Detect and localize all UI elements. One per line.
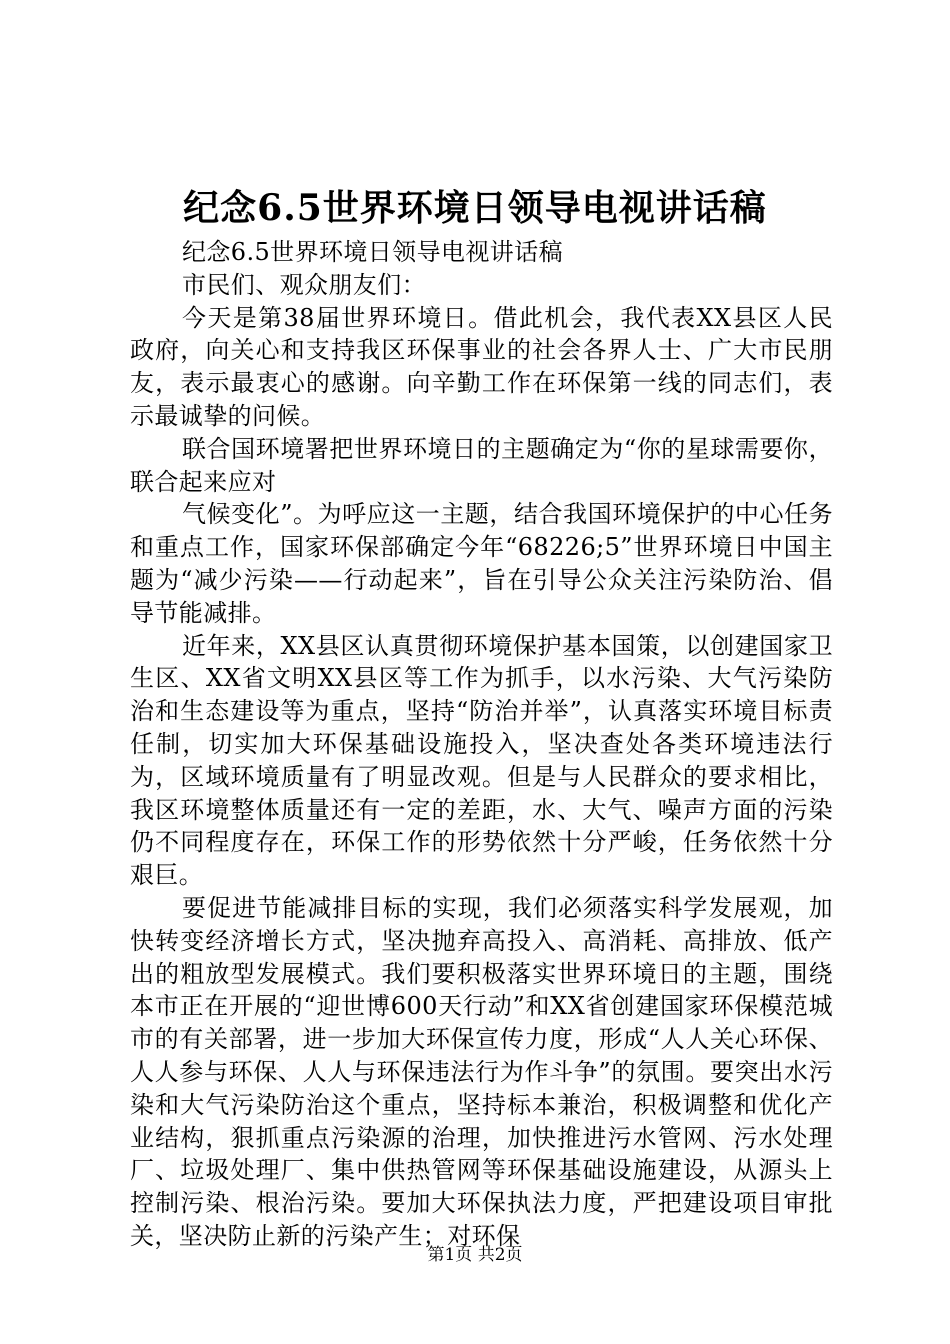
paragraph-recent-years: 近年来，XX县区认真贯彻环境保护基本国策，以创建国家卫生区、XX省文明XX县区等工作为抓手，以水污染、大气污染防治和生态建设等为重点，坚持“防治并举”，认真落实环境目标责任制，切实加大环保基础设施投入，坚决查处各类环境违法行为，区域环境质量有了明显改观。但是与人民群众的要求相比，我区环境整体质量还有一定的差距，水、大气、噪声方面的污染仍不同程度存在，环保工作的形势依然十分严峻，任务依然十分艰巨。 [130, 631, 833, 890]
paragraph-subtitle: 纪念6.5世界环境日领导电视讲话稿 [182, 238, 563, 266]
page-number: 第1页 共2页 [427, 1245, 523, 1265]
paragraph-theme-continued: 气候变化”。为呼应这一主题，结合我国环境保护的中心任务和重点工作，国家环保部确定今年“68226;5”世界环境日中国主题为“减少污染——行动起来”，旨在引导公众关注污染防治、倡导节能减排。 [130, 500, 833, 627]
document-body [130, 236, 833, 1253]
paragraph-salutation: 市民们、观众朋友们： [182, 270, 426, 299]
paragraph-energy-saving: 要促进节能减排目标的实现，我们必须落实科学发展观，加快转变经济增长方式，坚决抛弃高投入、高消耗、高排放、低产出的粗放型发展模式。我们要积极落实世界环境日的主题，围绕本市正在开展的“迎世博600天行动”和XX省创建国家环保模范城市的有关部署，进一步加大环保宣传力度，形成“人人关心环保、人人参与环保、人人与环保违法行为作斗争”的氛围。要突出水污染和大气污染防治这个重点，坚持标本兼治，积极调整和优化产业结构，狠抓重点污染源的治理，加快推进污水管网、污水处理厂、垃圾处理厂、集中供热管网等环保基础设施建设，从源头上控制污染、根治污染。要加大环保执法力度，严把建设项目审批关，坚决防止新的污染产生；对环保 [130, 893, 833, 1250]
paragraph-greeting: 今天是第38届世界环境日。借此机会，我代表XX县区人民政府，向关心和支持我区环保事业的社会各界人士、广大市民朋友，表示最衷心的感谢。向辛勤工作在环保第一线的同志们，表示最诚挚的问候。 [130, 303, 833, 430]
paragraph-theme-intro: 联合国环境署把世界环境日的主题确定为“你的星球需要你，联合起来应对 [130, 434, 833, 496]
document-title: 纪念6.5世界环境日领导电视讲话稿 [183, 187, 767, 229]
